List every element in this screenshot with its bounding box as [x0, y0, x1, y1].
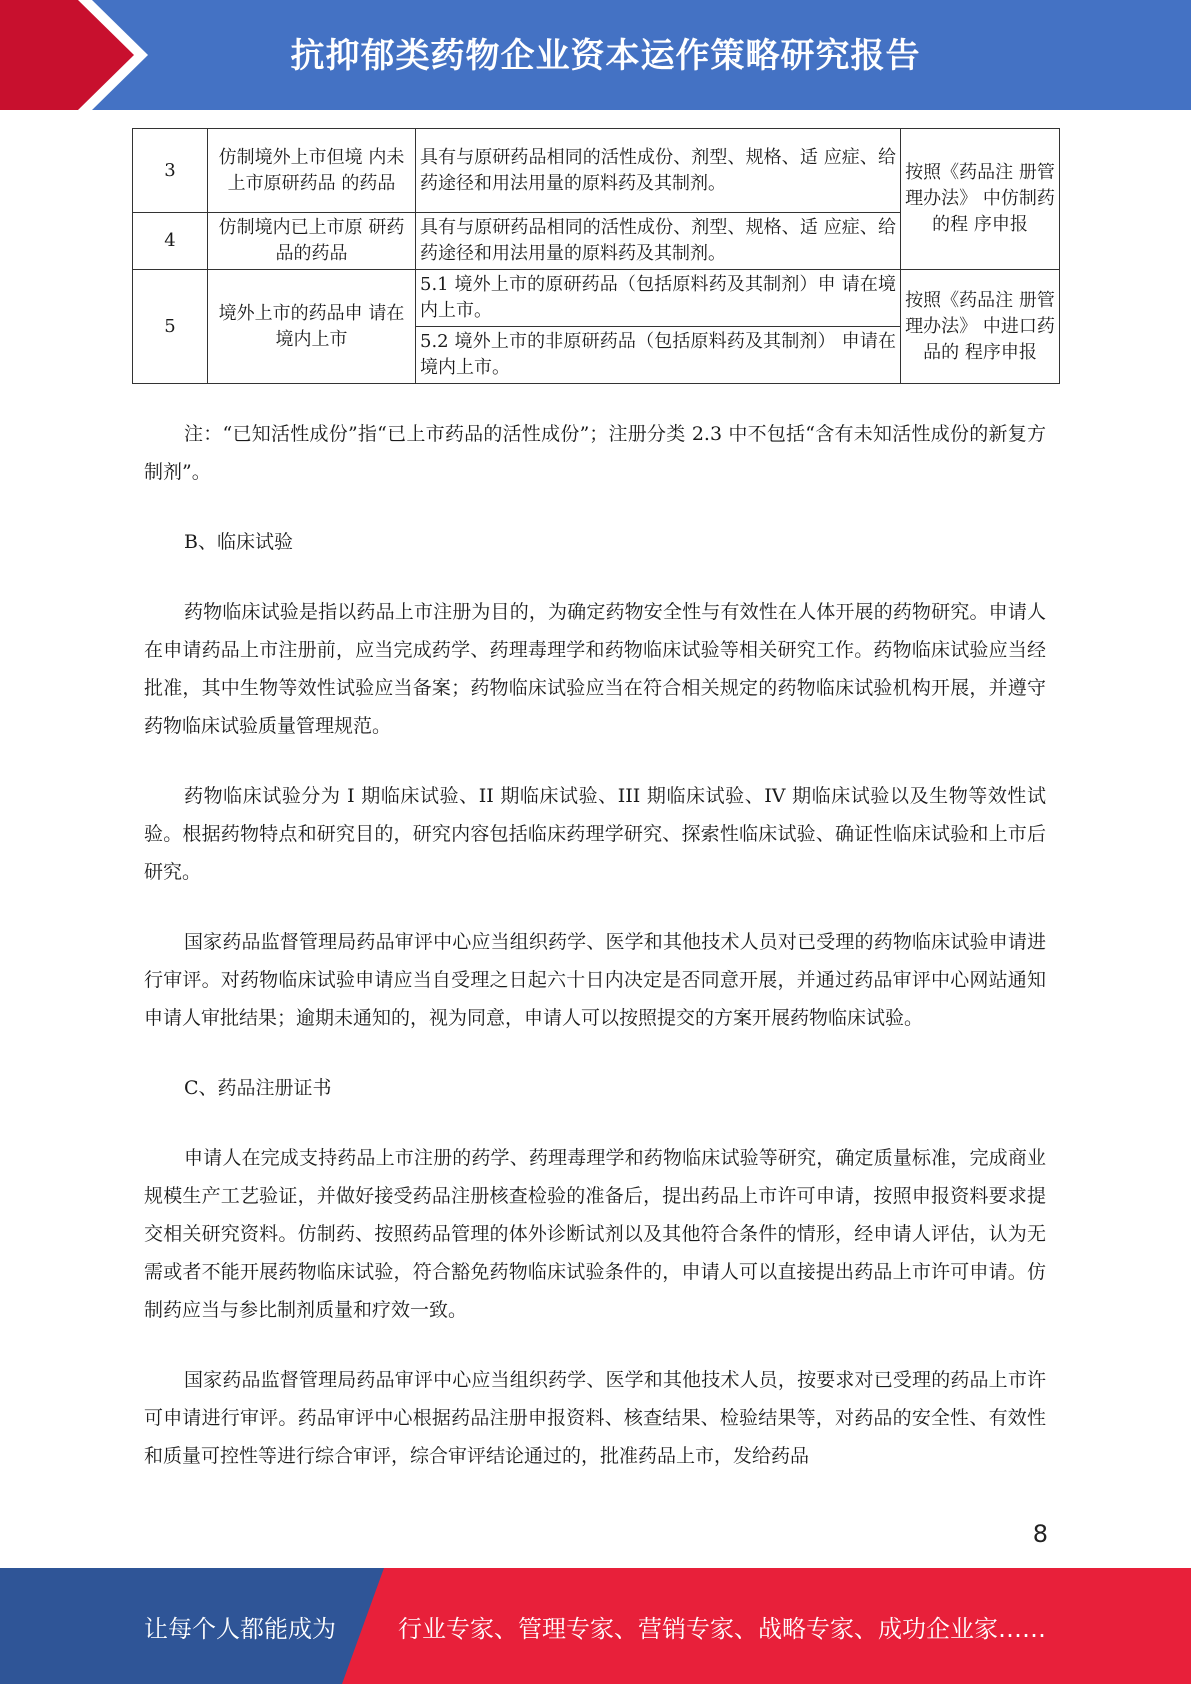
row-number: 4: [133, 213, 208, 270]
category-name: 仿制境外上市但境 内未上市原研药品 的药品: [208, 129, 416, 213]
page-number: 8: [1032, 1520, 1048, 1548]
body-paragraph: 国家药品监督管理局药品审评中心应当组织药学、医学和其他技术人员，按要求对已受理的药品上市许可申请进行审评。药品审评中心根据药品注册申报资料、核查结果、检验结果等，对药品的安全性、有效性和质量可控性等进行综合审评，综合审评结论通过的，批准药品上市，发给药品: [144, 1369, 1046, 1467]
table-row: [133, 129, 1060, 213]
category-name: 境外上市的药品申 请在境内上市: [208, 270, 416, 384]
section-heading-clinical-trials: B、临床试验: [184, 531, 293, 553]
category-description: 具有与原研药品相同的活性成份、剂型、规格、适 应症、给药途径和用法用量的原料药及其制剂。: [416, 129, 901, 213]
application-procedure: 按照《药品注 册管理办法》 中仿制药的程 序申报: [901, 129, 1060, 270]
body-paragraph: 药物临床试验是指以药品上市注册为目的，为确定药物安全性与有效性在人体开展的药物研究。申请人在申请药品上市注册前，应当完成药学、药理毒理学和药物临床试验等相关研究工作。药物临床试验应当经批准，其中生物等效性试验应当备案；药物临床试验应当在符合相关规定的药物临床试验机构开展，并遵守药物临床试验质量管理规范。: [144, 601, 1046, 737]
note-paragraph: 注：“已知活性成份”指“已上市药品的活性成份”；注册分类 2.3 中不包括“含有未知活性成份的新复方制剂”。: [144, 423, 1046, 483]
body-paragraph: 药物临床试验分为 I 期临床试验、II 期临床试验、III 期临床试验、IV 期临床试验以及生物等效性试验。根据药物特点和研究目的，研究内容包括临床药理学研究、探索性临床试验、确证性临床试验和上市后研究。: [144, 785, 1046, 883]
body-paragraph: 国家药品监督管理局药品审评中心应当组织药学、医学和其他技术人员对已受理的药物临床试验申请进行审评。对药物临床试验申请应当自受理之日起六十日内决定是否同意开展，并通过药品审评中心网站通知申请人审批结果；逾期未通知的，视为同意，申请人可以按照提交的方案开展药物临床试验。: [144, 931, 1046, 1029]
application-procedure: 按照《药品注 册管理办法》 中进口药品的 程序申报: [901, 270, 1060, 384]
section-heading-registration-certificate: C、药品注册证书: [184, 1077, 332, 1099]
header-banner: [0, 0, 1191, 110]
category-name: 仿制境内已上市原 研药品的药品: [208, 213, 416, 270]
report-title: 抗抑郁类药物企业资本运作策略研究报告: [290, 35, 921, 76]
footer-slogan-right: 行业专家、管理专家、营销专家、战略专家、成功企业家……: [398, 1614, 1046, 1643]
row-number: 5: [133, 270, 208, 384]
table-row: [133, 270, 1060, 327]
row-number: 3: [133, 129, 208, 213]
body-paragraph: 申请人在完成支持药品上市注册的药学、药理毒理学和药物临床试验等研究，确定质量标准，完成商业规模生产工艺验证，并做好接受药品注册核查检验的准备后，提出药品上市许可申请，按照申报资料要求提交相关研究资料。仿制药、按照药品管理的体外诊断试剂以及其他符合条件的情形，经申请人评估，认为无需或者不能开展药物临床试验，符合豁免药物临床试验条件的，申请人可以直接提出药品上市许可申请。仿制药应当与参比制剂质量和疗效一致。: [144, 1147, 1046, 1321]
body-content: [144, 415, 1046, 1507]
category-description: 5.1 境外上市的原研药品（包括原料药及其制剂）申 请在境内上市。: [416, 270, 901, 327]
footer-slogan-left: 让每个人都能成为: [144, 1614, 336, 1643]
footer-banner: [0, 1568, 1191, 1684]
category-description: 5.2 境外上市的非原研药品（包括原料药及其制剂） 申请在境内上市。: [416, 327, 901, 384]
registration-table: [132, 128, 1060, 384]
category-description: 具有与原研药品相同的活性成份、剂型、规格、适 应症、给药途径和用法用量的原料药及其制剂。: [416, 213, 901, 270]
